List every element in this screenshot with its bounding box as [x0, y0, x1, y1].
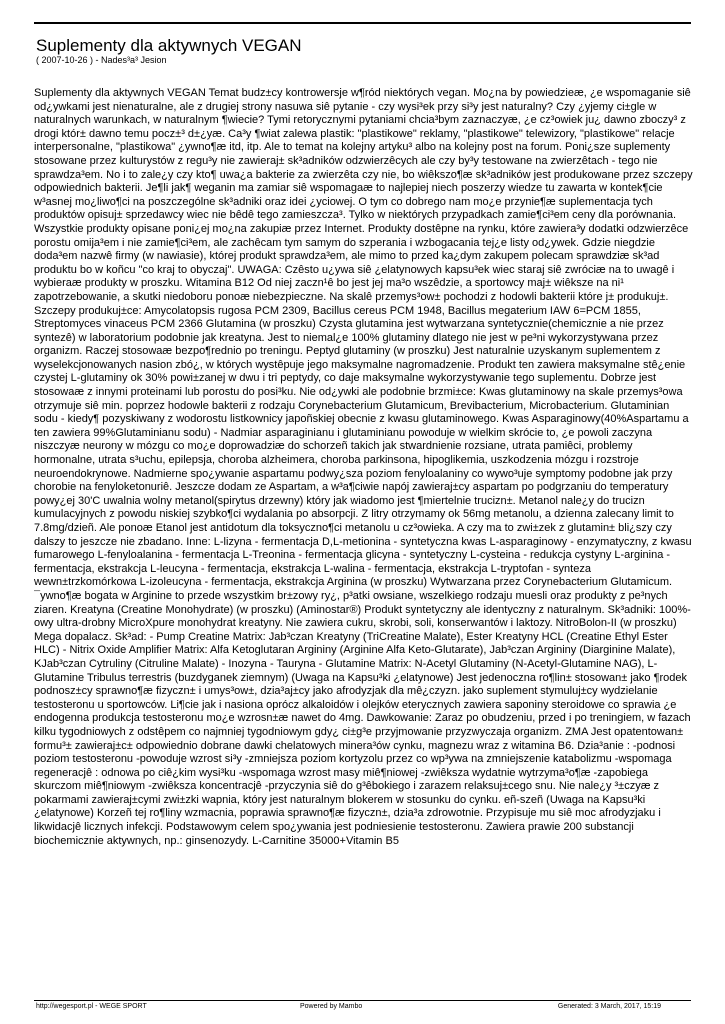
footer-site-link[interactable]: http://wegesport.pl - WEGE SPORT [36, 1003, 147, 1010]
footer-divider [34, 1000, 691, 1001]
footer-powered-by: Powered by Mambo [300, 1003, 363, 1010]
article-body: Suplementy dla aktywnych VEGAN Temat budz±cy kontrowersje w¶ród niektórych vegan. Mo¿na by powiedzieæ, ¿e wspomaganie siê od¿ywkami jest nienaturalne, ale z drugiej strony nasuwa siê pytanie - czy wysi³ek przy si³y jest naturalny? Czy ¿yjemy ci±gle w naturalnych warunkach, w naturalnym ¶wiecie? Tymi retorycznymi pytaniami chcia³bym zaznaczyæ, ¿e cz³owiek ju¿ dawno zboczy³ z drogi któr± dawno temu pocz±³ d±¿yæ. Ca³y ¶wiat zalewa plastik: "plastikowe" reklamy, "plastikowe" telewizory, "plastikowe" relacje interpersonalne, "plastikowa" ¿ywno¶æ itd, itp. Ale to temat na kolejny artyku³ albo na kolejny post na forum. Poni¿sze suplementy stosowane przez kulturystów z regu³y nie zawieraj± sk³adników odzwierzêcych ale czy by³y testowane na zwierzêtach - tego nie sprawdza³em. No i to zale¿y czy kto¶ uwa¿a bakterie za zwierzêta czy nie, bo wiêkszo¶æ sk³adników jest produkowane przez szczepy odpowiednich bakterii. Je¶li jak¶ weganin ma zamiar siê wspomagaæ to najlepiej niech poszerzy wiedze tu zawarta w kontek¶cie w³asnej mo¿liwo¶ci na poszczególne sk³adniki oraz idei ¿yciowej. O tym co dobrego nam mo¿e przynie¶æ suplementacja tych produktów opisuj± sprzedawcy wiec nie bêdê tego zamieszcza³. Tylko w niektórych przypadkach zamie¶ci³em ceny dla porównania. Wszystkie produkty opisane poni¿ej mo¿na zakupiæ przez Internet. Produkty dostêpne na rynku, które zawiera³y dodatki odzwierzêce porostu omija³em i nie zamie¶ci³em, ale zachêcam tym samym do szperania i wzbogacania tej¿e listy od¿ywek. Gdzie niegdzie doda³em nazwê firmy (w nawiasie), której produkt sprawdza³em, ale mimo to przed ka¿dym zakupem polecam sprawdziæ sk³ad produktu bo w koñcu "co kraj to obyczaj". UWAGA: Czêsto u¿ywa siê ¿elatynowych kapsu³ek wiec staraj siê zwróciæ na to uwagê i wybieraæ produkty w proszku. Witamina B12 Od niej zaczn¹ê bo jest jej ma³o wszêdzie, a sportowcy maj± wiêksze na ni¹ zapotrzebowanie, a skutki niedoboru ponoæ niebezpieczne. Na skalê przemys³ow± pochodzi z hodowli bakterii które j± produkuj±. Szczepy produkuj±ce: Amycolatopsis rugosa PCM 2309, Bacillus cereus PCM 1948, Bacillus megaterium IAW 6=PCM 1855, Streptomyces vinaceus PCM 2366 Glutamina (w proszku) Czysta glutamina jest wytwarzana syntetycznie(chemicznie a nie przez syntezê) w laboratorium podobnie jak kreatyna. Jest to niemal¿e 100% glutaminy dlatego nie jest w pe³ni wykorzystywana przez organizm. Raczej stosowaæ bezpo¶rednio po treningu. Peptyd glutaminy (w proszku) Jest naturalnie uzyskanym suplementem z wyselekcjonowanych nasion zbó¿, w których wystêpuje jego maksymalne nagromadzenie. Produkt ten zawiera maksymalne stê¿enie czystej L-glutaminy ok 30% powi±zanej w dwu i tri peptydy, co daje maksymalne wykorzystywanie tego suplementu. Dobrze jest stosowaæ z innymi proteinami lub porostu do posi³ku. Nie od¿ywki ale podobnie brzmi±ce: Kwas glutaminowy na skale przemys³owa otrzymuje siê min. poprzez hodowle bakterii z rodzaju Corynebacterium Glutamicum, Brevibacterium, Microbacterium. Glutaminian sodu - kiedy¶ pozyskiwany z wodorostu listkownicy japoñskiej obecnie z kwasu glutaminowego. Kwas Asparaginowy(40%Aspartamu a ten zawiera 99%Glutaminianu sodu) - Nadmiar asparaginianu i glutaminianu powoduje w wielkim skrócie to, ¿e powoli zaczyna niszczyæ neurony w mózgu co mo¿e doprowadziæ do schorzeñ takich jak stwardnienie rozsiane, utrata pamiêci, problemy hormonalne, utrata s³uchu, epilepsja, choroba alzheimera, choroba parkinsona, hipoglikemia, uszkodzenia mózgu i rozstroje neuroendokrynowe. Nadmierne spo¿ywanie aspartamu podwy¿sza poziom fenyloalaniny co wywo³uje symptomy podobne jak przy chorobie na fenyloketonuriê. Jeszcze dodam ze Aspartam, a w³a¶ciwie napój zawieraj±cy aspartam po podgrzaniu do temperatury powy¿ej 30'C uwalnia wolny metanol(spirytus drzewny) który jak wiadomo jest ¶miertelnie trucizn±. Metanol nale¿y do trucizn kumulacyjnych z powodu niskiej szybko¶ci wydalania po absorpcji. Z litry otrzymamy ok 56mg metanolu, a dzienna zalecany limit to 7.8mg/dzieñ. Ale ponoæ Etanol jest antidotum dla toksyczno¶ci metanolu u cz³owieka. A czy ma to zwi±zek z glutamin± bli¿szy czy dalszy to jeszcze nie zbadano. Inne: L-lizyna - fermentacja D,L-metionina - syntetyczna kwas L-asparaginowy - enzymatyczny, z kwasu fumarowego L-fenyloalanina - fermentacja L-Treonina - fermentacja glicyna - syntetyczny L-cysteina - redukcja cystyny L-arginina - fermentacja, ekstrakcja L-leucyna - fermentacja, ekstrakcja L-walina - fermentacja, ekstrakcja L-tryptofan - synteza wewn±trzkomórkowa L-izoleucyna - fermentacja, ekstrakcja Arginina (w proszku) Wytwarzana przez Corynebacterium Glutamicum. ¯ywno¶æ bogata w Arginine to przede wszystkim br±zowy ry¿, p³atki owsiane, wszelkiego rodzaju muesli oraz produkty z pe³nych ziaren. Kreatyna (Creatine Monohydrate) (w proszku) (Aminostar®) Produkt syntetyczny ale identyczny z naturalnym. Sk³adniki: 100%-owy ultra-drobny MicroXpure monohydrat kreatyny. Nie zawiera cukru, skrobi, soli, konserwantów i laktozy. NitroBolon-II (w proszku) Mega dopalacz. Sk³ad: - Pump Creatine Matrix: Jab³czan Kreatyny (TriCreatine Malate), Ester Kreatyny HCL (Creatine Ethyl Ester HLC) - Nitrix Oxide Amplifier Matrix: Alfa Ketoglutaran Argininy (Arginine Alfa Keto-Glutarate), Jab³czan Argininy (Diarginine Malate), KJab³czan Cytruliny (Citruline Malate) - Inozyna - Tauryna - Glutamine Matrix: N-Acetyl Glutaminy (N-Acetyl-Glutamine NAG), L-Glutamine Tribulus terrestris (buzdyganek ziemnym) (Uwaga na Kapsu³ki ¿elatynowe) Jest jedenoczna ro¶lin± stosowan± jako ¶rodek podnosz±cy sprawno¶æ fizyczn± i umys³ow±, dzia³aj±cy jako afrodyzjak dla mê¿czyzn. jako suplement stymuluj±cy wydzielanie testosteronu u sportowców. Li¶cie jak i nasiona oprócz alkaloidów i olejków eterycznych zawiera saponiny steroidowe co sprawia ¿e endogenna produkcja testosteronu mo¿e wzrosn±æ nawet do 4mg. Dawkowanie: Zaraz po obudzeniu, przed i po treningiem, w fazach kilku tygodniowych z odstêpem co najmniej tygodniowym gdy¿ ci±g³e przyjmowanie przyzwyczaja organizm. ZMA Jest opatentowan± formu³± zawieraj±c± odpowiednio dobrane dawki chelatowych minera³ów cynku, magnezu wraz z witamina B6. Dzia³anie : -podnosi poziom testosteronu -powoduje wzrost si³y -zmniejsza poziom kortyzolu przez co wp³ywa na zmniejszenie katabolizmu -wspomaga regeneracjê : odnowa po ciê¿kim wysi³ku -wspomaga wzrost masy miê¶niowej -zwiêksza wydatnie wytrzyma³o¶æ -zapobiega skurczom miê¶niowym -zwiêksza koncentracjê -przyczynia siê do g³êbokiego i zarazem relaksuj±cego snu. Nie nale¿y ³±czyæ z pokarmami zawieraj±cymi zwi±zki wapnia, który jest naturalnym blokerem w stosunku do cynku. eñ-szeñ (Uwaga na Kapsu³ki ¿elatynowe) Korzeñ tej ro¶liny wzmacnia, poprawia sprawno¶æ fizyczn±, dzia³a zdrowotnie. Przypisuje mu siê moc afrodyzjaku i likwidacjê licznych infekcji. Podstawowym celem spo¿ywania jest podniesienie testosteronu. Zawiera prawie 200 substancji biochemicznie aktywnych, np.: ginsenozydy. L-Carnitine 35000+Vitamin B5 [34, 87, 693, 847]
footer-generated-date: Generated: 3 March, 2017, 15:19 [557, 1003, 661, 1010]
page-title: Suplementy dla aktywnych VEGAN [36, 36, 302, 55]
top-divider [34, 22, 691, 24]
article-meta: ( 2007-10-26 ) - Nades³a³ Jesion [36, 55, 167, 65]
